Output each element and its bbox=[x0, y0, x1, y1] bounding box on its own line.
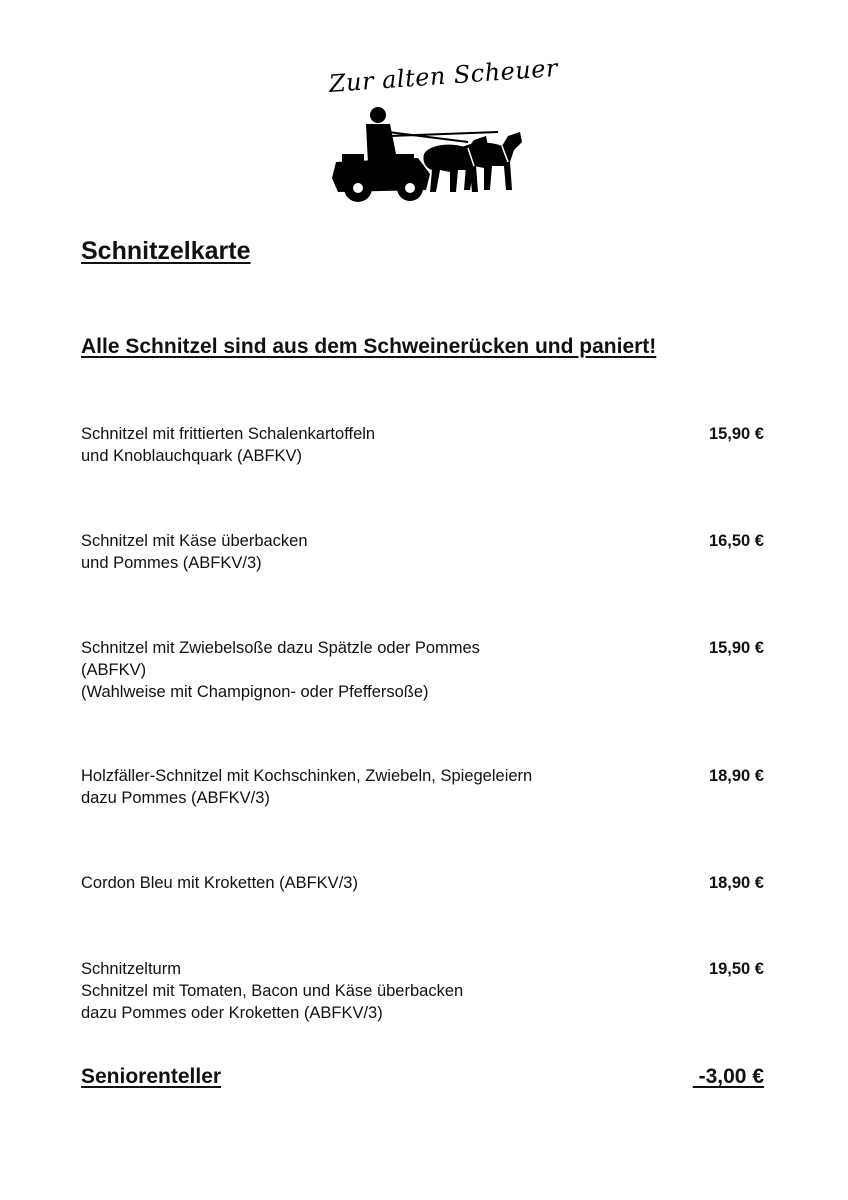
menu-item-description bbox=[81, 637, 661, 703]
menu-item-line: und Knoblauchquark (ABFKV) bbox=[81, 447, 303, 465]
senior-plate-row bbox=[81, 1065, 764, 1089]
restaurant-logo bbox=[318, 54, 559, 212]
menu-item-price: 18,90 € bbox=[708, 767, 764, 785]
menu-item-price: 16,50 € bbox=[708, 532, 764, 550]
menu-item-line: Schnitzel mit frittierten Schalenkartoffeln bbox=[81, 425, 376, 443]
menu-item bbox=[81, 637, 766, 703]
menu-note: Alle Schnitzel sind aus dem Schweinerücken und paniert! bbox=[81, 335, 657, 358]
menu-item-line: dazu Pommes (ABFKV/3) bbox=[81, 789, 270, 807]
menu-item bbox=[81, 530, 766, 574]
senior-plate-price: -3,00 € bbox=[692, 1065, 764, 1088]
menu-item bbox=[81, 958, 766, 1024]
menu-item-line: und Pommes (ABFKV/3) bbox=[81, 554, 262, 572]
menu-item bbox=[81, 765, 766, 809]
menu-item bbox=[81, 872, 766, 894]
menu-item-description bbox=[81, 765, 661, 809]
menu-item-description bbox=[81, 530, 661, 574]
menu-item-line: (ABFKV) bbox=[81, 661, 147, 679]
logo-text: Zur alten Scheuer bbox=[328, 54, 559, 98]
menu-item-description bbox=[81, 958, 661, 1024]
menu-item-description bbox=[81, 423, 661, 467]
menu-item-line: Schnitzelturm bbox=[81, 960, 181, 978]
menu-item-description bbox=[81, 872, 661, 894]
menu-item-line: dazu Pommes oder Kroketten (ABFKV/3) bbox=[81, 1004, 383, 1022]
menu-item bbox=[81, 423, 766, 467]
menu-item-price: 18,90 € bbox=[708, 874, 764, 892]
menu-item-line: Cordon Bleu mit Kroketten (ABFKV/3) bbox=[81, 874, 358, 892]
menu-item-line: Schnitzel mit Tomaten, Bacon und Käse überbacken bbox=[81, 982, 464, 1000]
menu-item-price: 15,90 € bbox=[708, 425, 764, 443]
menu-item-line: (Wahlweise mit Champignon- oder Pfeffersoße) bbox=[81, 683, 429, 701]
menu-item-line: Holzfäller-Schnitzel mit Kochschinken, Zwiebeln, Spiegeleiern bbox=[81, 767, 533, 785]
menu-item-price: 19,50 € bbox=[708, 960, 764, 978]
page-title: Schnitzelkarte bbox=[81, 237, 251, 265]
senior-plate-label: Seniorenteller bbox=[81, 1065, 222, 1088]
menu-item-price: 15,90 € bbox=[708, 639, 764, 657]
menu-item-line: Schnitzel mit Zwiebelsoße dazu Spätzle oder Pommes bbox=[81, 639, 480, 657]
menu-item-line: Schnitzel mit Käse überbacken bbox=[81, 532, 308, 550]
